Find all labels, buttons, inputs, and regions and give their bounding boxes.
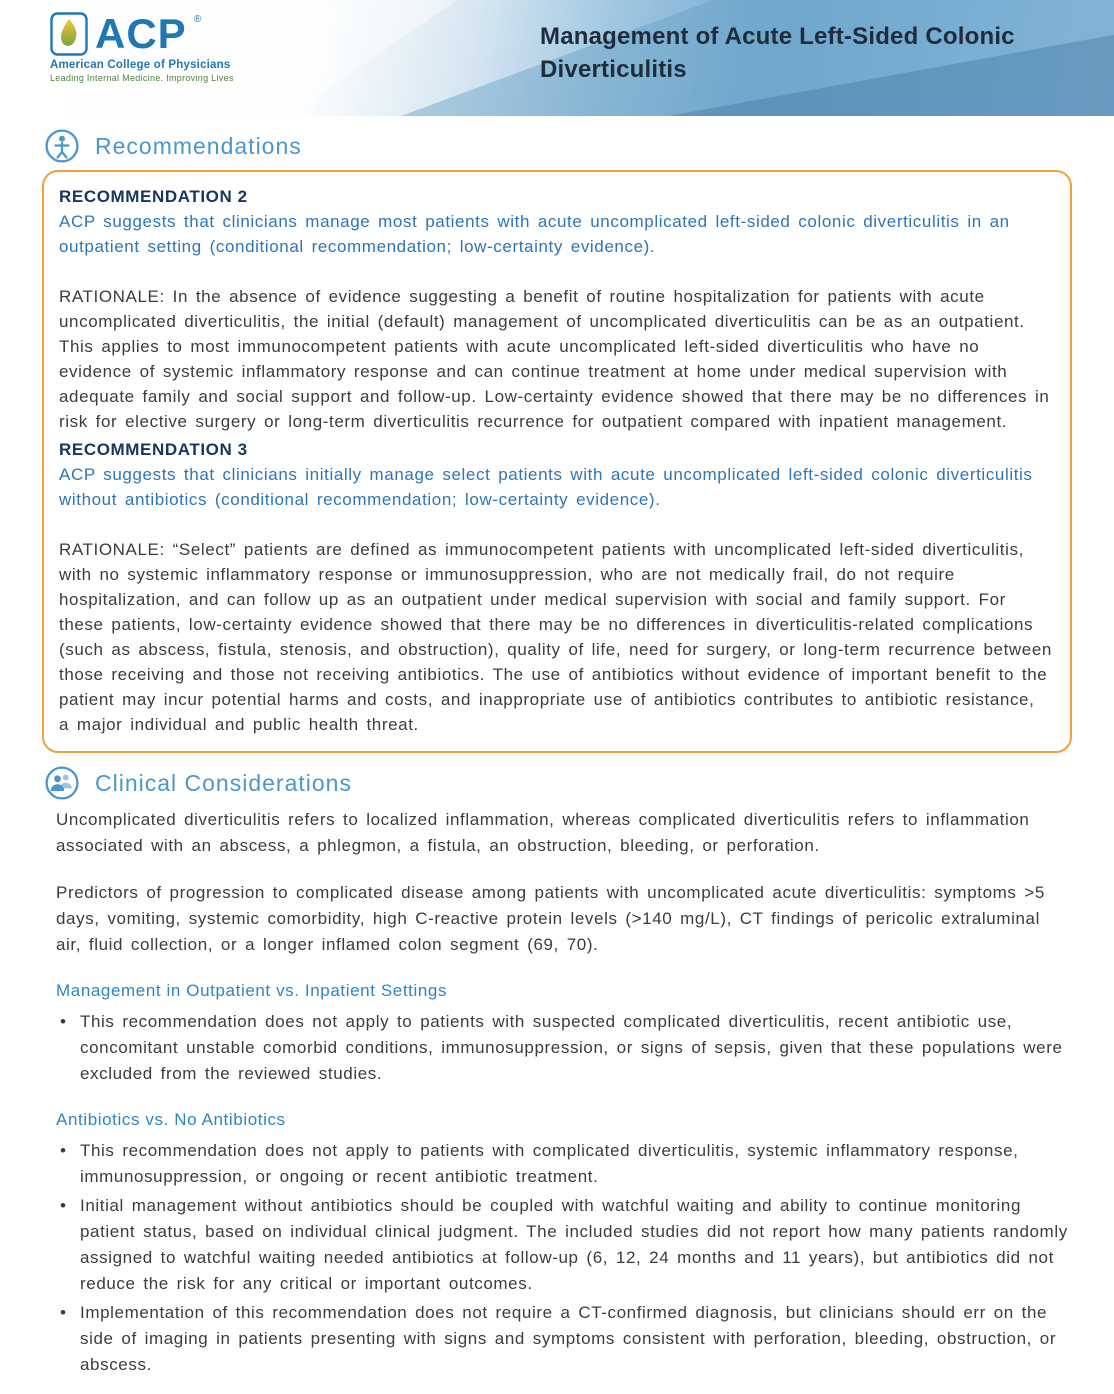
rationale-label: RATIONALE:: [59, 287, 165, 306]
rationale-text: In the absence of evidence suggesting a benefit of routine hospitalization for patients with acute uncomplicated diverticulitis, the initial (default) management of uncomplicated diverticulitis can be as an outpatient. This applies to most immunocompetent patients with acute uncomplicated left-sided diverticulitis who have no evidence of systemic inflammatory response and can continue treatment at home under medical supervision with adequate family and social support and follow-up. Low-certainty evidence showed that there may be no differences in risk for elective surgery or long-term diverticulitis recurrence for outpatient compared with inpatient management.: [59, 287, 1050, 431]
person-circle-icon: [44, 128, 80, 164]
acp-flame-icon: [50, 12, 88, 56]
clinical-body: [56, 807, 1068, 1378]
clinical-considerations-section: [0, 765, 1114, 1378]
bullet-list-outpatient: [56, 1009, 1068, 1087]
bullet-item: • This recommendation does not apply to patients with complicated diverticulitis, systemic inflammatory response, immunosuppression, or ongoing or recent antibiotic treatment.: [56, 1138, 1068, 1190]
bullet-list-antibiotics: [56, 1138, 1068, 1378]
bullet-item: • Initial management without antibiotics should be coupled with watchful waiting and ability to continue monitoring patient status, based on individual clinical judgment. The included studies did not report how many patients randomly assigned to watchful waiting needed antibiotics at follow-up (6, 12, 24 months and 11 years), but antibiotics did not reduce the risk for any critical or important outcomes.: [56, 1193, 1068, 1297]
clinical-heading: Clinical Considerations: [95, 769, 352, 796]
recommendation-2-statement: ACP suggests that clinicians manage most patients with acute uncomplicated left-sided colonic diverticulitis in an outpatient setting (conditional recommendation; low-certainty evidence).: [59, 212, 1010, 256]
clinical-paragraph-definitions: Uncomplicated diverticulitis refers to localized inflammation, whereas complicated diverticulitis refers to inflammation associated with an abscess, a phlegmon, a fistula, an obstruction, bleeding, or perforation.: [56, 810, 1030, 855]
recommendation-2-rationale: [59, 284, 1052, 434]
recommendations-heading: Recommendations: [95, 132, 302, 159]
acp-logo-acronym: ACP: [95, 10, 187, 57]
acp-logo-row: [50, 12, 234, 56]
recommendation-3-statement: ACP suggests that clinicians initially manage select patients with acute uncomplicated left-sided colonic diverticulitis without antibiotics (conditional recommendation; low-certainty evidence).: [59, 465, 1033, 509]
bullet-item: • This recommendation does not apply to patients with suspected complicated diverticulitis, recent antibiotic use, concomitant unstable comorbid conditions, immunosuppression, or signs of sepsis, given that these populations were excluded from the reviewed studies.: [56, 1009, 1068, 1087]
acp-logo: [50, 12, 234, 83]
recommendations-box: [42, 170, 1072, 753]
bullet-item: • Implementation of this recommendation does not require a CT-confirmed diagnosis, but clinicians should err on the side of imaging in patients presenting with signs and symptoms consistent with perforation, bleeding, obstruction, or abscess.: [56, 1300, 1068, 1378]
recommendations-section: [0, 128, 1114, 753]
header-banner: [0, 0, 1114, 116]
recommendation-2: [59, 184, 1052, 434]
subsection-heading-outpatient: Management in Outpatient vs. Inpatient Settings: [56, 981, 448, 1000]
recommendation-3-heading: RECOMMENDATION 3: [59, 440, 248, 459]
acp-tagline: Leading Internal Medicine. Improving Lives: [50, 73, 234, 83]
clinical-paragraph-predictors: Predictors of progression to complicated disease among patients with uncomplicated acute diverticulitis: symptoms >5 days, vomiting, systemic comorbidity, high C-reactive protein levels (>140 mg/L), CT findings of pericolic extraluminal air, fluid collection, or a longer inflamed colon segment (69, 70).: [56, 883, 1045, 954]
acp-org-name: American College of Physicians: [50, 59, 231, 71]
clinical-section-heading: [44, 765, 1114, 801]
rationale-label: RATIONALE:: [59, 540, 165, 559]
recommendation-3: [59, 437, 1052, 737]
page-title: Management of Acute Left-Sided Colonic Diverticulitis: [540, 23, 1015, 83]
registered-mark: ®: [193, 14, 202, 25]
rationale-text: “Select” patients are defined as immunocompetent patients with uncomplicated left-sided diverticulitis, with no systemic inflammatory response or immunosuppression, who are not medically frail, do not require hospitalization, and can follow up as an outpatient under medical supervision with social and family support. For these patients, low-certainty evidence showed that there may be no differences in diverticulitis-related complications (such as abscess, fistula, stenosis, and obstruction), quality of life, need for surgery, or long-term recurrence between those receiving and those not receiving antibiotics. The use of antibiotics without evidence of important benefit to the patient may incur potential harms and costs, and inappropriate use of antibiotics contributes to antibiotic resistance, a major individual and public health threat.: [59, 540, 1052, 734]
recommendations-section-heading: [44, 128, 1114, 164]
people-circle-icon: [44, 765, 80, 801]
recommendation-2-heading: RECOMMENDATION 2: [59, 187, 248, 206]
subsection-heading-antibiotics: Antibiotics vs. No Antibiotics: [56, 1110, 286, 1129]
recommendation-3-rationale: [59, 537, 1052, 737]
